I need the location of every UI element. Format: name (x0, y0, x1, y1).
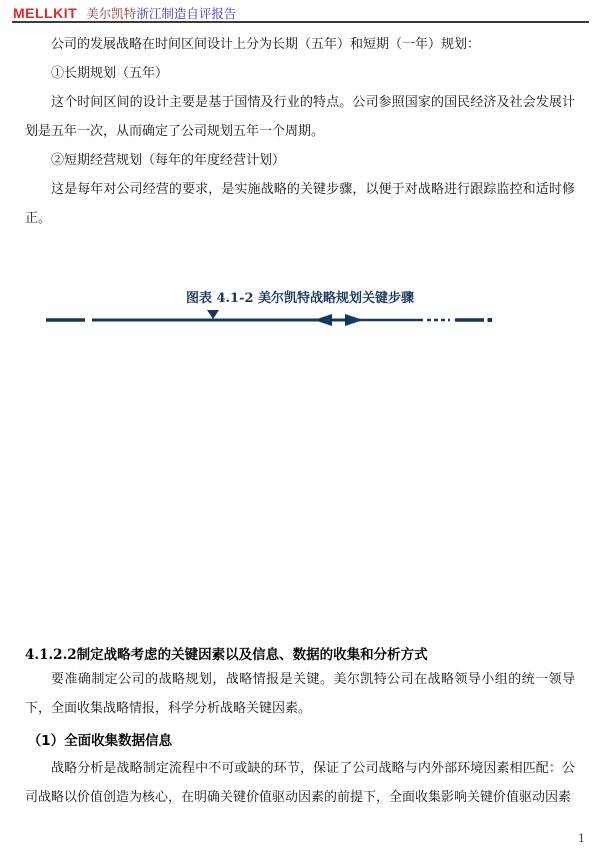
figure-caption: 图表 4.1-2 美尔凯特战略规划关键步骤 (185, 291, 415, 306)
left-arrowhead (314, 314, 332, 326)
brand-logo-text: MELLKIT (13, 5, 78, 21)
paragraph-shortterm-label: ②短期经营规划（每年的年度经营计划） (51, 153, 286, 168)
subsection-heading: （1）全面收集数据信息 (27, 733, 173, 749)
paragraph-strategy-intel: 要准确制定公司的战略规划，战略情报是关键。美尔凯特公司在战略领导小组的统一领导下，全面收集战略情报，科学分析战略关键因素。 (25, 672, 575, 716)
paragraph-strategy-analysis: 战略分析是战略制定流程中不可或缺的环节，保证了公司战略与内外部环境因素相匹配：公司战略以价值创造为核心，在明确关键价值驱动因素的前提下，全面收集影响关键价值驱动因素 (25, 761, 575, 805)
header-title-report: 浙江制造自评报告 (136, 6, 237, 21)
paragraph-strategy-periods: 公司的发展战略在时间区间设计上分为长期（五年）和短期（一年）规划： (51, 37, 481, 52)
paragraph-longterm-detail: 这个时间区间的设计主要是基于国情及行业的特点。公司参照国家的国民经济及社会发展计划是五年一次，从而确定了公司规划五年一个周期。 (25, 95, 575, 139)
paragraph-shortterm-detail: 这是每年对公司经营的要求，是实施战略的关键步骤，以便于对战略进行跟踪监控和适时修正。 (25, 182, 575, 226)
header-title-company: 美尔凯特 (86, 6, 137, 21)
section-heading: 4.1.2.2制定战略考虑的关键因素以及信息、数据的收集和分析方式 (25, 647, 428, 663)
timeline-end-dot (488, 318, 493, 322)
down-triangle-marker (207, 310, 219, 319)
header-divider (12, 21, 589, 23)
page-number: 1 (578, 832, 585, 845)
strategy-timeline-diagram (0, 300, 600, 340)
page-header (13, 4, 588, 22)
paragraph-longterm-label: ①长期规划（五年） (51, 66, 169, 81)
